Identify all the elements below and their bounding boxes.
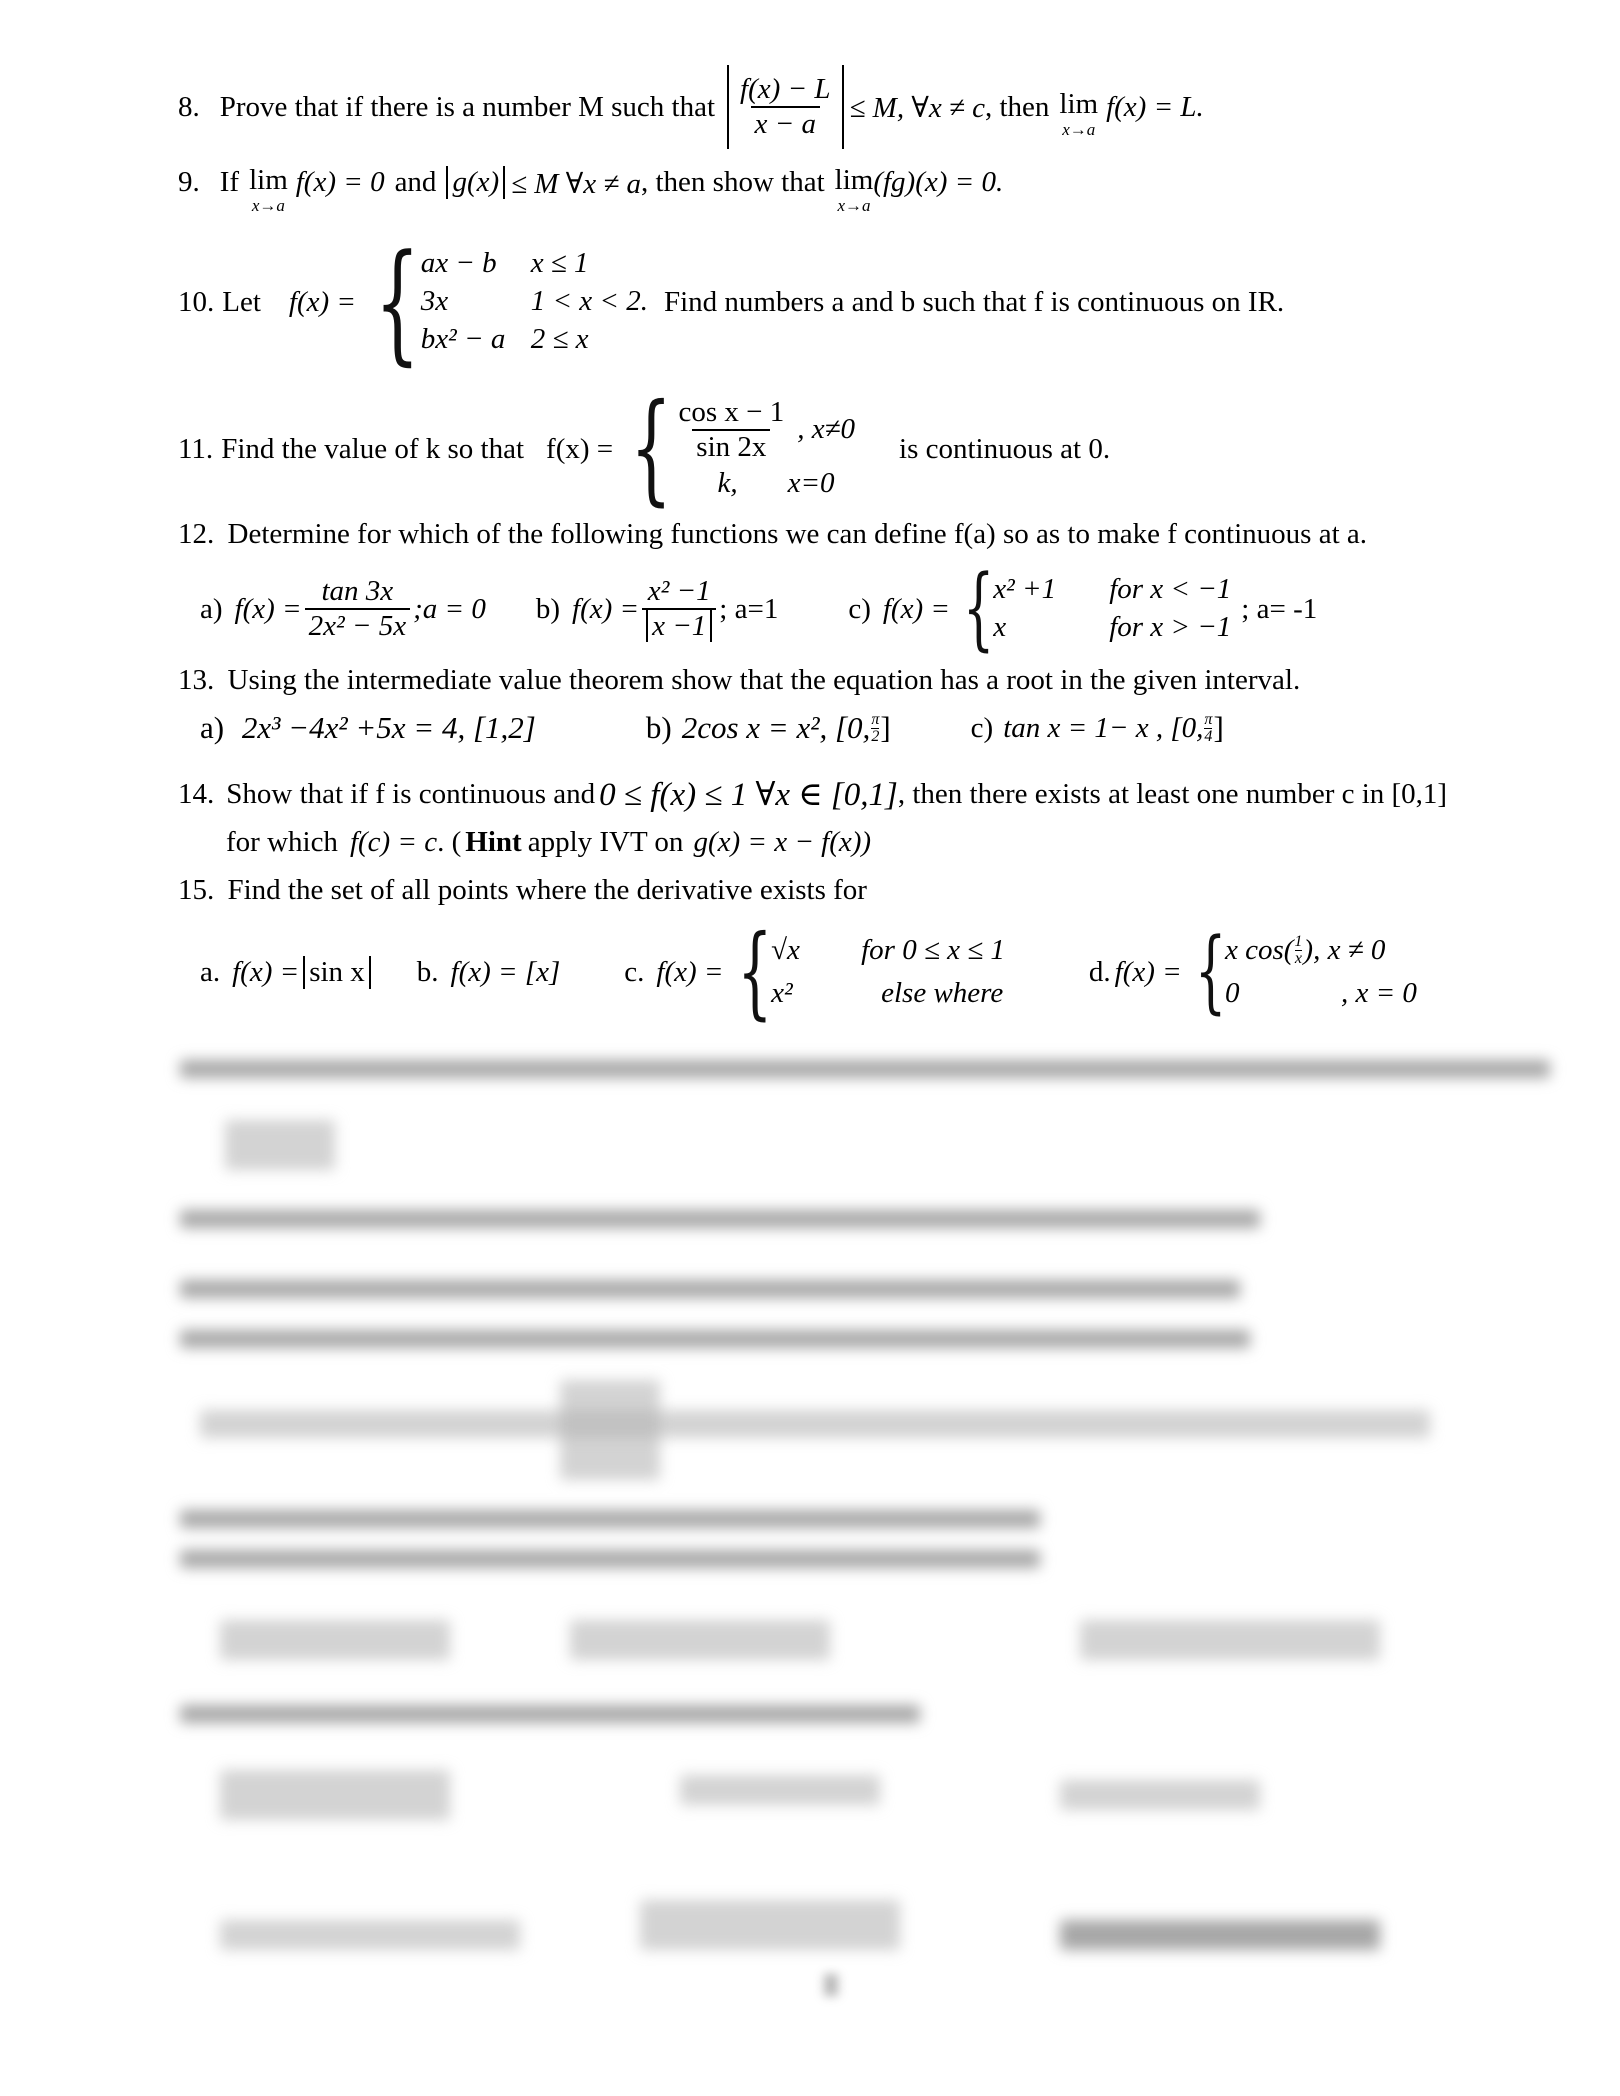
problem-9	[178, 166, 1003, 214]
part-label: b.	[416, 955, 439, 988]
brace-icon: {	[374, 226, 421, 378]
problem-number: 15.	[178, 874, 215, 906]
function-name: f(x) =	[288, 285, 356, 318]
problem-number: 8.	[178, 90, 200, 123]
equation: f(c) = c	[349, 826, 438, 858]
fraction-denominator: x − a	[751, 106, 820, 141]
fraction-denominator	[642, 608, 716, 643]
blurred-line	[560, 1380, 660, 1480]
function-name: f(x) =	[882, 592, 950, 625]
part-a	[200, 956, 371, 989]
blurred-line	[180, 1060, 1550, 1078]
limit-expression: (fg)(x) = 0.	[873, 166, 1004, 198]
function-name: f(x) =	[232, 955, 300, 988]
point: ;a = 0	[413, 592, 486, 625]
blurred-line	[200, 1410, 1430, 1438]
brace-icon: {	[737, 913, 773, 1030]
case-row	[771, 929, 1005, 973]
piecewise-rows	[1225, 929, 1417, 1016]
piecewise-rows	[993, 571, 1231, 646]
blurred-line	[180, 1705, 920, 1723]
hint-label: Hint	[465, 826, 522, 858]
part-label: a.	[200, 955, 221, 988]
problem-10	[178, 226, 1285, 378]
absolute-value: x −1	[646, 610, 712, 642]
text: Find numbers a and b such that f is continuous on IR.	[663, 285, 1285, 318]
problem-13-parts	[200, 710, 1224, 746]
lim-subscript: x→a	[1062, 120, 1096, 139]
absolute-value	[727, 65, 843, 149]
part-label: c)	[848, 592, 871, 625]
problem-15	[178, 874, 867, 907]
case-expr: √x	[771, 933, 800, 966]
blurred-line	[220, 1620, 450, 1660]
piecewise-rows	[421, 245, 648, 358]
part-d	[1088, 919, 1417, 1024]
fraction	[642, 575, 716, 644]
equation: g(x) = x − f(x))	[693, 826, 872, 858]
case-row	[771, 972, 1005, 1016]
limit-expression: f(x) = 0	[295, 166, 385, 198]
blurred-line	[180, 1330, 1250, 1348]
case-cond: , x = 0	[1340, 977, 1417, 1009]
problem-text: Prove that if there is a number M such that	[219, 90, 716, 123]
piecewise-function	[613, 379, 856, 518]
brace-icon: {	[962, 556, 995, 661]
blurred-line	[1060, 1780, 1260, 1810]
text: Determine for which of the following functions we can define f(a) so as to make f continuous at a.	[227, 518, 1367, 550]
case-row	[421, 321, 648, 359]
equation: tan x = 1− x , [0,	[1003, 711, 1204, 744]
blurred-line	[640, 1900, 900, 1950]
fraction-denominator: sin 2x	[692, 429, 770, 464]
problem-12	[178, 518, 1367, 551]
part-c	[971, 710, 1224, 746]
part-label: a)	[200, 592, 223, 625]
text: Using the intermediate value theorem show that the equation has a root in the given interval.	[227, 664, 1301, 696]
part-label: c.	[624, 955, 645, 988]
bracket: ]	[880, 710, 891, 745]
case-cond: for x > −1	[1109, 611, 1232, 643]
case-cond: 1 < x < 2.	[530, 285, 648, 318]
fraction	[871, 712, 879, 745]
problem-8	[178, 62, 1204, 152]
case-expr: 3x	[420, 285, 449, 318]
text: is continuous at 0.	[899, 432, 1111, 465]
brace-icon: {	[630, 379, 673, 518]
condition: 0 ≤ f(x) ≤ 1 ∀x ∈ [0,1]	[599, 777, 898, 813]
limit-expression: f(x) = L.	[1106, 90, 1204, 123]
text: for which	[226, 826, 338, 858]
page-number-blurred	[824, 1974, 838, 1996]
text: If	[219, 166, 240, 198]
blurred-line	[180, 1210, 1260, 1228]
text: , then there exists at least one number c in [0,1]	[897, 777, 1448, 810]
fraction-denominator: 2	[871, 727, 880, 745]
text: , then show that	[641, 166, 825, 198]
fraction-denominator: 2x² − 5x	[305, 608, 411, 643]
part-label: b)	[535, 592, 561, 625]
case-expr: x² +1	[993, 573, 1057, 606]
limit	[835, 166, 874, 214]
absolute-value: g(x)	[446, 166, 505, 199]
fraction-numerator: tan 3x	[321, 574, 394, 607]
equation: 2cos x = x², [0,	[681, 710, 871, 745]
fraction-numerator: f(x) − L	[740, 72, 831, 105]
lim-subscript: x→a	[251, 196, 285, 215]
case-expr: bx² − a	[420, 322, 506, 355]
problem-12-parts	[200, 556, 1318, 661]
case-cond: else where	[881, 977, 1004, 1009]
blurred-line	[680, 1775, 880, 1805]
part-label: c)	[970, 711, 994, 744]
problem-number: 14.	[178, 777, 215, 810]
text: Find the set of all points where the derivative exists for	[227, 874, 867, 906]
case-expr: x²	[771, 977, 793, 1009]
fraction-numerator: cos x − 1	[678, 395, 785, 428]
function-name: f(x) =	[572, 592, 640, 625]
piecewise-function	[723, 913, 1005, 1030]
case-row	[1225, 929, 1417, 973]
blurred-line	[225, 1120, 335, 1170]
part-label: b)	[645, 710, 672, 745]
fraction-numerator: 1	[1294, 932, 1303, 950]
blurred-preview-section	[0, 1040, 1620, 2040]
function-name: f(x) =	[234, 592, 302, 625]
fraction	[1204, 712, 1212, 745]
blurred-line	[180, 1510, 1040, 1528]
fraction	[305, 575, 411, 644]
part-b	[536, 575, 778, 644]
blurred-line	[220, 1770, 450, 1820]
case-row	[671, 396, 855, 465]
text: apply IVT on	[527, 826, 684, 858]
text: . (	[437, 826, 462, 858]
fraction	[1294, 934, 1302, 967]
case-cond: ), x ≠ 0	[1303, 933, 1386, 966]
fraction-numerator: π	[1204, 710, 1213, 728]
piecewise-function	[356, 226, 648, 378]
point: ; a=1	[719, 592, 779, 625]
fraction	[736, 73, 834, 142]
limit	[1059, 90, 1098, 138]
problem-14	[178, 774, 1447, 814]
case-row	[671, 465, 855, 503]
problem-number: 12.	[178, 518, 215, 550]
case-cond: 2 ≤ x	[530, 322, 589, 355]
problem-11	[178, 379, 1111, 518]
case-cond: for x < −1	[1109, 573, 1232, 606]
part-c	[624, 913, 1005, 1030]
problem-number: 10.	[178, 285, 215, 318]
piecewise-rows	[771, 929, 1005, 1016]
part-b	[417, 956, 561, 989]
case-cond: for 0 ≤ x ≤ 1	[861, 933, 1005, 966]
case-row	[421, 283, 648, 321]
case-row	[421, 245, 648, 283]
fraction-denominator: 4	[1204, 727, 1213, 745]
case-row	[993, 609, 1231, 647]
piecewise-function	[950, 556, 1232, 661]
problem-number: 11.	[178, 432, 214, 465]
text: , then	[984, 90, 1050, 123]
function-name: f(x) =	[656, 955, 724, 988]
lim-word: lim	[249, 164, 288, 196]
problem-number: 13.	[178, 664, 215, 696]
equation: f(x) = [x]	[450, 955, 561, 988]
blurred-line	[1060, 1920, 1380, 1950]
bracket: ]	[1213, 710, 1224, 745]
fraction	[674, 396, 788, 465]
problem-14-line2	[226, 826, 871, 859]
case-expr: ax − b	[420, 247, 497, 280]
case-expr: x cos(	[1224, 933, 1294, 966]
brace-icon: {	[1194, 919, 1227, 1024]
function-name: f(x) =	[1114, 955, 1182, 988]
part-a	[200, 710, 536, 746]
part-b	[646, 710, 891, 746]
case-cond: x ≤ 1	[530, 247, 589, 280]
fraction-numerator: π	[871, 710, 880, 728]
function-name: f(x) =	[546, 432, 614, 465]
part-a	[200, 575, 486, 644]
condition: ≤ M, ∀x ≠ c	[849, 91, 985, 124]
problem-15-parts	[200, 913, 1417, 1030]
fraction-numerator: x² −1	[647, 574, 711, 607]
piecewise-rows	[671, 396, 855, 502]
case-cond: x=0	[787, 466, 835, 499]
text: and	[394, 166, 437, 198]
text: Let	[222, 285, 261, 318]
lim-subscript: x→a	[837, 196, 871, 215]
case-expr: k,	[717, 466, 738, 499]
point: ; a= -1	[1241, 592, 1318, 625]
condition: ≤ M ∀x ≠ a	[511, 168, 641, 200]
part-c	[848, 556, 1318, 661]
fraction-denominator: x	[1294, 949, 1302, 967]
part-label: d.	[1088, 955, 1111, 988]
blurred-line	[570, 1620, 830, 1660]
lim-word: lim	[834, 164, 874, 196]
blurred-line	[1080, 1620, 1380, 1660]
blurred-line	[180, 1550, 1040, 1568]
text: Show that if f is continuous and	[226, 777, 596, 810]
piecewise-function	[1182, 919, 1417, 1024]
case-expr: x	[993, 611, 1007, 643]
blurred-line	[180, 1280, 1240, 1298]
lim-word: lim	[1059, 88, 1099, 120]
case-cond: , x≠0	[797, 413, 856, 446]
blurred-line	[220, 1920, 520, 1950]
part-label: a)	[200, 710, 225, 745]
equation: 2x³ −4x² +5x = 4, [1,2]	[241, 710, 536, 745]
case-row	[1225, 972, 1417, 1016]
text: Find the value of k so that	[221, 432, 525, 465]
case-row	[993, 571, 1231, 609]
limit	[249, 166, 288, 214]
case-expr: 0	[1224, 977, 1240, 1009]
problem-13	[178, 664, 1300, 697]
problem-number: 9.	[178, 166, 200, 198]
absolute-value: sin x	[303, 956, 371, 989]
